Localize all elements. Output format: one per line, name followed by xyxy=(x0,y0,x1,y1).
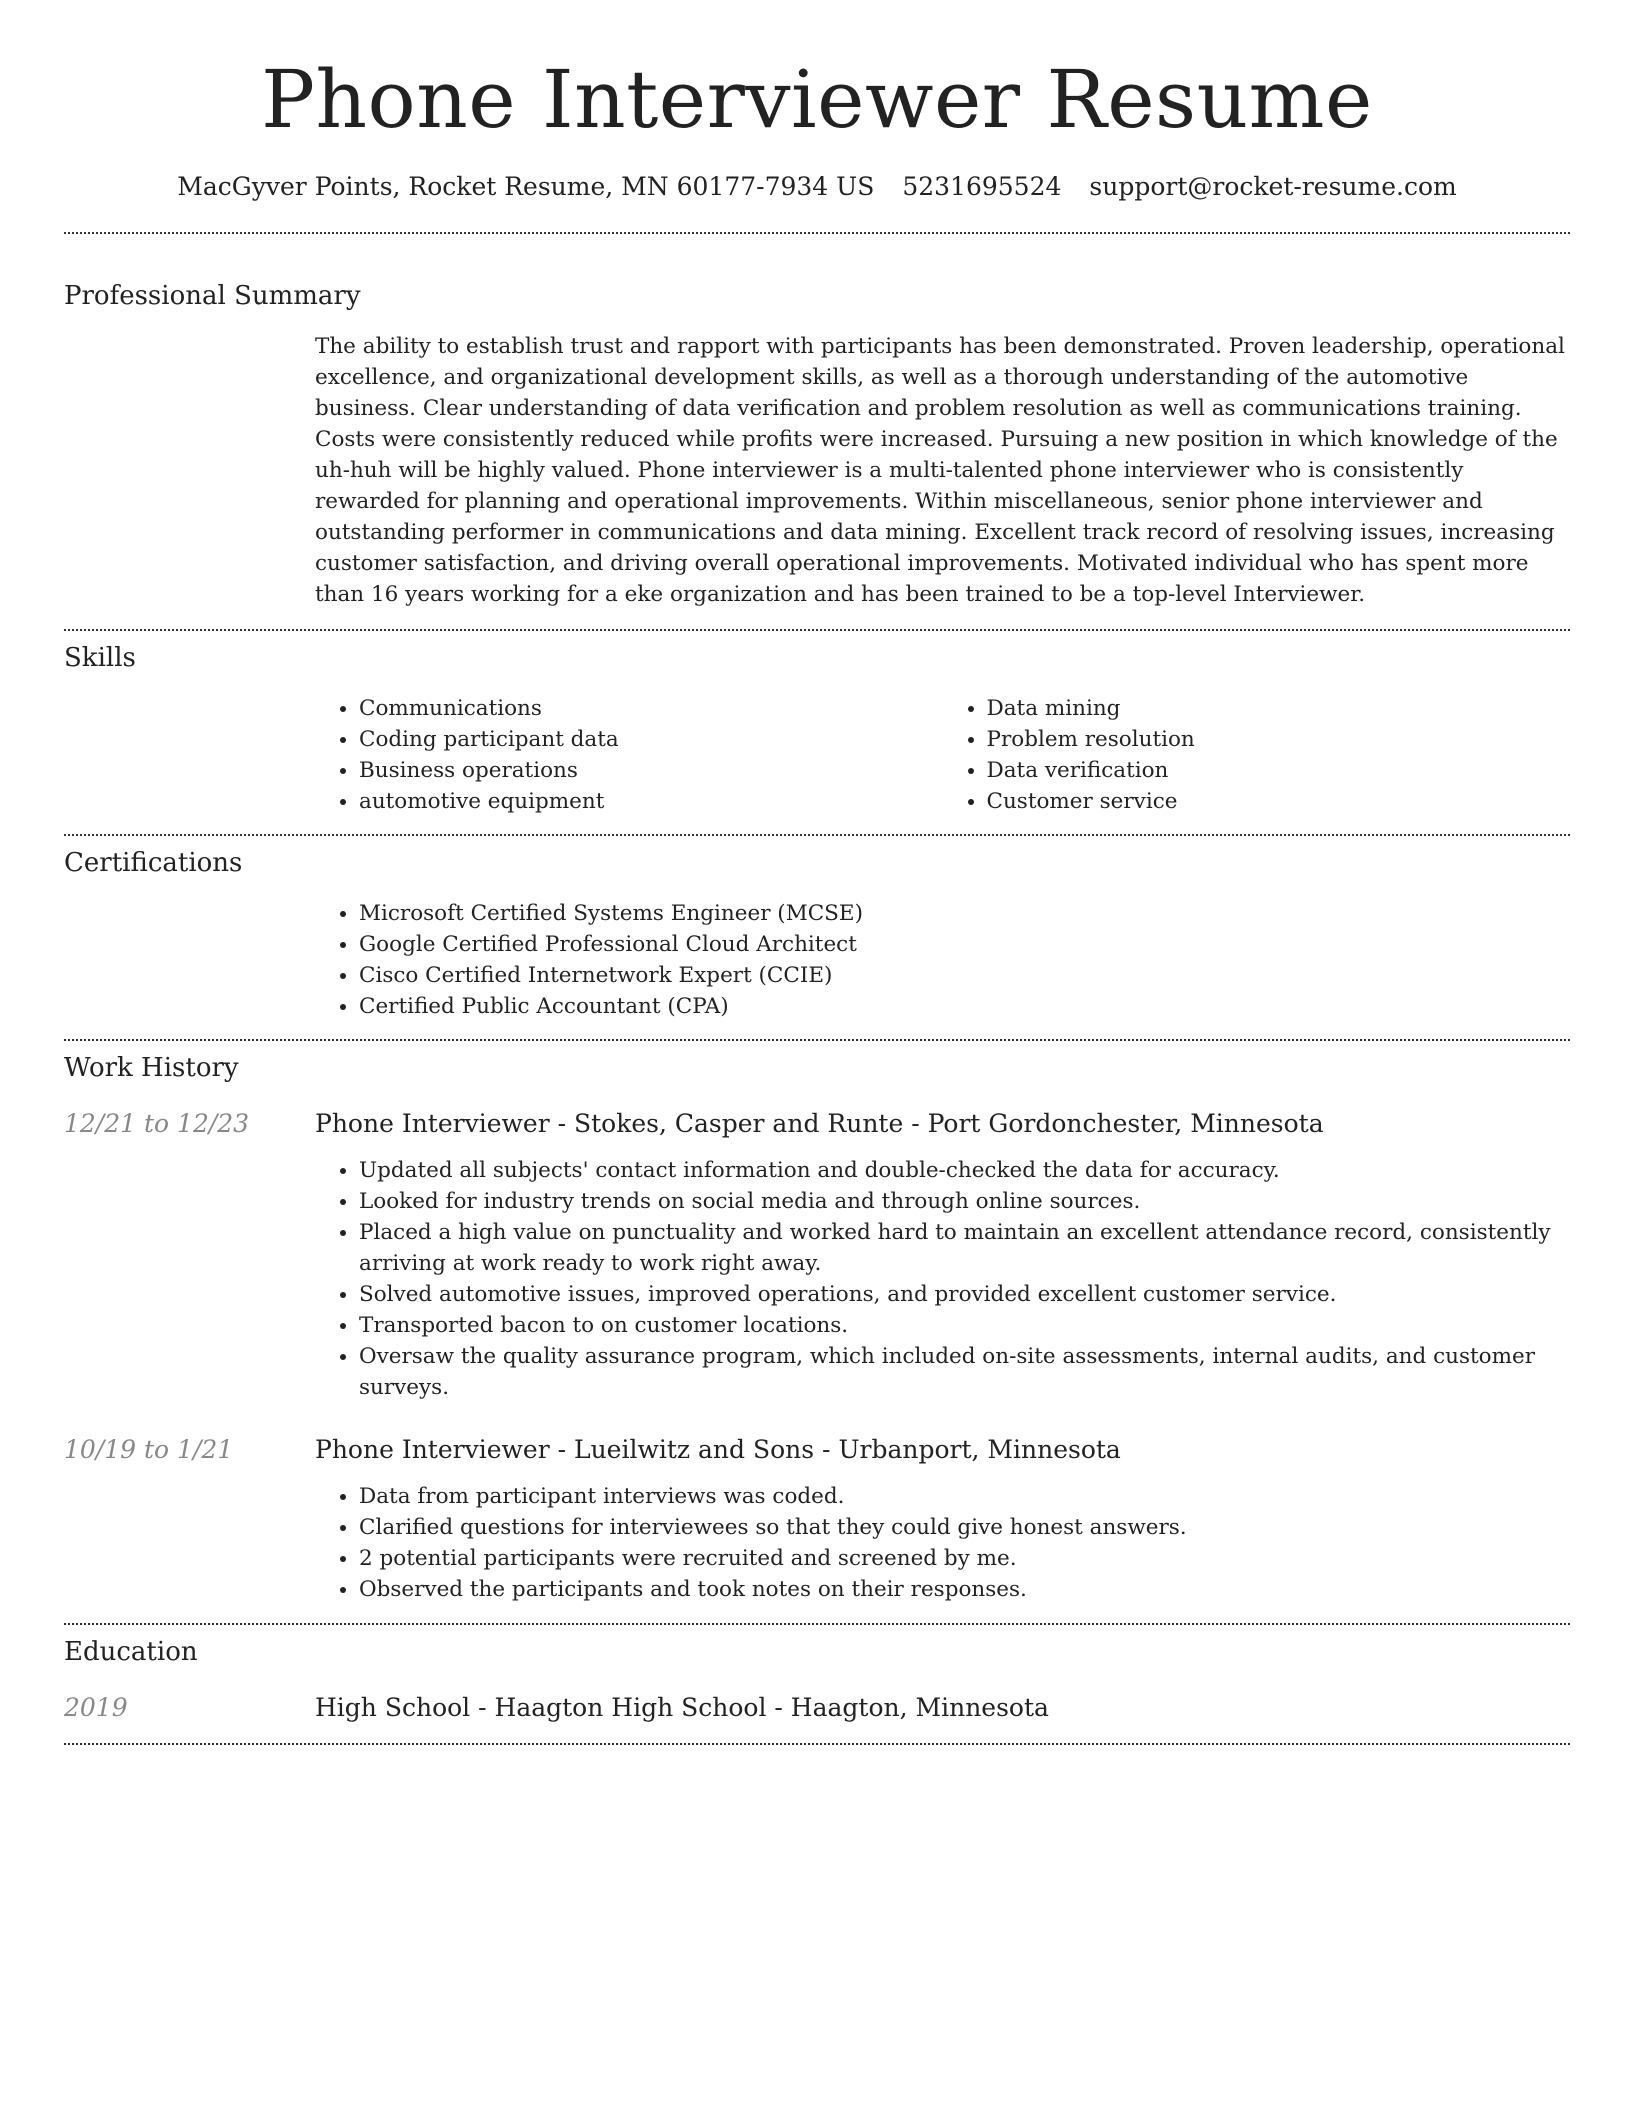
job-header xyxy=(64,1107,1570,1141)
contact-phone: 5231695524 xyxy=(902,172,1062,201)
job-dates: 12/21 to 12/23 xyxy=(64,1109,250,1138)
list-item: • Observed the participants and took notes on their responses. xyxy=(359,1574,1570,1605)
contact-line xyxy=(64,170,1570,204)
education-entry xyxy=(64,1691,1570,1725)
resume-page xyxy=(64,0,1570,1745)
certifications-section xyxy=(64,846,1570,1022)
page-title: Phone Interviewer Resume xyxy=(261,53,1373,146)
job-entry xyxy=(64,1107,1570,1403)
list-item: • Placed a high value on punctuality and worked hard to maintain an excellent attendance record, consistently arriving at work ready to work right away. xyxy=(359,1217,1570,1279)
job-entry xyxy=(64,1433,1570,1605)
list-item: • Data mining xyxy=(987,693,1571,724)
certifications-content xyxy=(315,898,1570,1022)
skills-section xyxy=(64,641,1570,817)
list-item: • Google Certified Professional Cloud Architect xyxy=(359,929,1570,960)
section-title-skills: Skills xyxy=(64,643,136,673)
list-item: • automotive equipment xyxy=(359,786,943,817)
list-item: • Communications xyxy=(359,693,943,724)
section-title-summary: Professional Summary xyxy=(64,281,361,311)
list-item: • Data from participant interviews was coded. xyxy=(359,1481,1570,1512)
education-title: High School - Haagton High School - Haagton, Minnesota xyxy=(315,1693,1049,1722)
job-details xyxy=(315,1481,1570,1605)
list-item: • Looked for industry trends on social media and through online sources. xyxy=(359,1186,1570,1217)
job-bullets xyxy=(315,1481,1570,1605)
certifications-list xyxy=(315,898,1570,1022)
list-item: • Data verification xyxy=(987,755,1571,786)
list-item: • Transported bacon to on customer locations. xyxy=(359,1310,1570,1341)
list-item: • Oversaw the quality assurance program, which included on-site assessments, internal audits, and customer surveys. xyxy=(359,1341,1570,1403)
divider xyxy=(64,834,1570,836)
skills-grid xyxy=(315,693,1570,817)
section-title-certifications: Certifications xyxy=(64,848,243,878)
job-header xyxy=(64,1433,1570,1467)
list-item: • Certified Public Accountant (CPA) xyxy=(359,991,1570,1022)
contact-address: MacGyver Points, Rocket Resume, MN 60177-7934 US xyxy=(177,172,875,201)
education-date: 2019 xyxy=(64,1693,128,1722)
list-item: • Updated all subjects' contact information and double-checked the data for accuracy. xyxy=(359,1155,1570,1186)
job-title: Phone Interviewer - Lueilwitz and Sons - Urbanport, Minnesota xyxy=(315,1435,1121,1464)
list-item: • Cisco Certified Internetwork Expert (CCIE) xyxy=(359,960,1570,991)
list-item: • Business operations xyxy=(359,755,943,786)
summary-text: The ability to establish trust and rapport with participants has been demonstrated. Proven leadership, operational excellence, and organizational development skills, as well as a thorough understanding of the automotive business. Clear understanding of data verification and problem resolution as well as communications training. Costs were consistently reduced while profits were increased. Pursuing a new position in which knowledge of the uh-huh will be highly valued. Phone interviewer is a multi-talented phone interviewer who is consistently rewarded for planning and operational improvements. Within miscellaneous, senior phone interviewer and outstanding performer in communications and data mining. Excellent track record of resolving issues, increasing customer satisfaction, and driving overall operational improvements. Motivated individual who has spent more than 16 years working for a eke organization and has been trained to be a top-level Interviewer. xyxy=(315,334,1565,607)
section-title-education: Education xyxy=(64,1637,198,1667)
job-bullets xyxy=(315,1155,1570,1403)
divider xyxy=(64,1743,1570,1745)
job-title: Phone Interviewer - Stokes, Casper and Runte - Port Gordonchester, Minnesota xyxy=(315,1109,1324,1138)
skills-list-right xyxy=(943,693,1571,817)
divider xyxy=(64,1039,1570,1041)
section-title-work-history: Work History xyxy=(64,1053,239,1083)
contact-email: support@rocket-resume.com xyxy=(1089,172,1457,201)
divider xyxy=(64,629,1570,631)
list-item: • Solved automotive issues, improved operations, and provided excellent customer service. xyxy=(359,1279,1570,1310)
work-history-section xyxy=(64,1051,1570,1605)
divider xyxy=(64,1623,1570,1625)
job-details xyxy=(315,1155,1570,1403)
list-item: • Problem resolution xyxy=(987,724,1571,755)
list-item: • Clarified questions for interviewees so that they could give honest answers. xyxy=(359,1512,1570,1543)
list-item: • Microsoft Certified Systems Engineer (MCSE) xyxy=(359,898,1570,929)
education-section xyxy=(64,1635,1570,1725)
job-dates: 10/19 to 1/21 xyxy=(64,1435,234,1464)
list-item: • Coding participant data xyxy=(359,724,943,755)
summary-section xyxy=(64,279,1570,610)
list-item: • 2 potential participants were recruited and screened by me. xyxy=(359,1543,1570,1574)
skills-list-left xyxy=(315,693,943,817)
list-item: • Customer service xyxy=(987,786,1571,817)
divider xyxy=(64,232,1570,234)
